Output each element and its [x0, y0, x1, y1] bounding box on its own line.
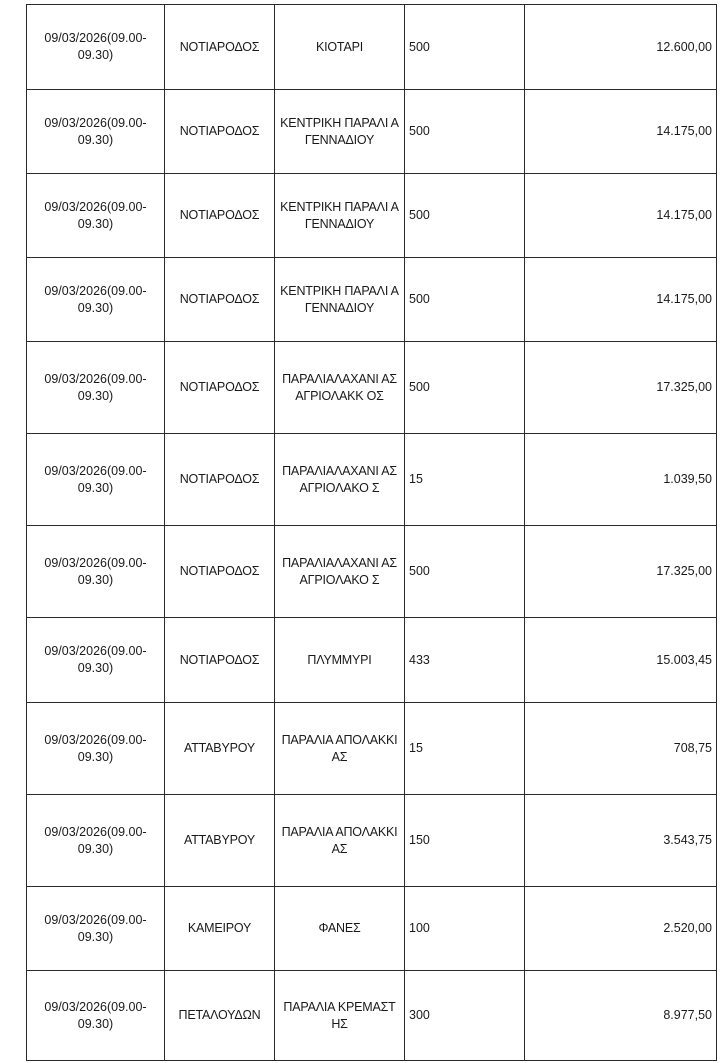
date-cell — [27, 5, 165, 90]
table-row — [27, 703, 717, 795]
quantity-cell: 500 — [405, 258, 525, 342]
location-text: ΠΑΡΑΛΙΑ ΑΠΟΛΑΚΚΙ ΑΣ — [281, 732, 398, 764]
area-cell: ΝΟΤΙΑΡΟΔΟΣ — [165, 434, 275, 526]
location-cell — [275, 434, 405, 526]
date-line-2: 09.30) — [77, 132, 114, 147]
location-cell — [275, 5, 405, 90]
table-row — [27, 174, 717, 258]
location-text: ΠΑΡΑΛΙΑ ΑΠΟΛΑΚΚΙ ΑΣ — [281, 824, 398, 856]
location-text: ΚΕΝΤΡΙΚΗ ΠΑΡΑΛΙ ΑΓΕΝΝΑΔΙΟΥ — [280, 199, 399, 231]
date-line-2: 09.30) — [77, 841, 114, 856]
table-row — [27, 618, 717, 703]
area-cell: ΚΑΜΕΙΡΟΥ — [165, 887, 275, 971]
date-line-2: 09.30) — [77, 661, 114, 675]
quantity-cell: 300 — [405, 971, 525, 1061]
location-cell — [275, 90, 405, 174]
table-row — [27, 5, 717, 90]
quantity-cell: 500 — [405, 174, 525, 258]
date-line-1: 09/03/2026(09.00- — [44, 31, 147, 45]
amount-cell: 1.039,50 — [525, 434, 717, 526]
amount-cell: 14.175,00 — [525, 90, 717, 174]
date-line-1: 09/03/2026(09.00- — [44, 115, 147, 130]
date-line-2: 09.30) — [77, 749, 114, 764]
date-line-2: 09.30) — [77, 572, 114, 587]
date-cell — [27, 258, 165, 342]
quantity-cell: 100 — [405, 887, 525, 971]
quantity-cell: 500 — [405, 5, 525, 90]
table-row — [27, 795, 717, 887]
date-cell — [27, 90, 165, 174]
date-cell — [27, 434, 165, 526]
date-line-1: 09/03/2026(09.00- — [44, 463, 147, 478]
amount-cell: 2.520,00 — [525, 887, 717, 971]
quantity-cell: 150 — [405, 795, 525, 887]
date-line-1: 09/03/2026(09.00- — [44, 644, 147, 658]
location-text: ΠΑΡΑΛΙΑ ΚΡΕΜΑΣΤ ΗΣ — [283, 999, 396, 1031]
date-line-2: 09.30) — [77, 388, 114, 403]
date-line-2: 09.30) — [77, 300, 114, 315]
date-line-2: 09.30) — [77, 929, 114, 944]
table-row — [27, 342, 717, 434]
location-cell — [275, 703, 405, 795]
date-line-2: 09.30) — [77, 216, 114, 231]
amount-cell: 8.977,50 — [525, 971, 717, 1061]
location-cell — [275, 174, 405, 258]
amount-cell: 17.325,00 — [525, 342, 717, 434]
date-cell — [27, 795, 165, 887]
date-cell — [27, 971, 165, 1061]
location-text: ΚΕΝΤΡΙΚΗ ΠΑΡΑΛΙ ΑΓΕΝΝΑΔΙΟΥ — [280, 283, 399, 315]
area-cell: ΝΟΤΙΑΡΟΔΟΣ — [165, 258, 275, 342]
quantity-cell: 500 — [405, 342, 525, 434]
table-row — [27, 526, 717, 618]
area-cell: ΝΟΤΙΑΡΟΔΟΣ — [165, 618, 275, 703]
location-text: ΠΑΡΑΛΙΑΛΑΧΑΝΙ ΑΣΑΓΡΙΟΛΑΚΟ Σ — [282, 555, 397, 587]
date-line-2: 09.30) — [77, 480, 114, 495]
location-text: ΠΛΥΜΜΥΡΙ — [307, 652, 372, 667]
area-cell: ΝΟΤΙΑΡΟΔΟΣ — [165, 90, 275, 174]
date-line-1: 09/03/2026(09.00- — [44, 912, 147, 927]
date-cell — [27, 703, 165, 795]
area-cell: ΠΕΤΑΛΟΥΔΩΝ — [165, 971, 275, 1061]
location-text: ΚΕΝΤΡΙΚΗ ΠΑΡΑΛΙ ΑΓΕΝΝΑΔΙΟΥ — [280, 115, 399, 147]
location-cell — [275, 887, 405, 971]
location-text: ΠΑΡΑΛΙΑΛΑΧΑΝΙ ΑΣΑΓΡΙΟΛΑΚΚ ΟΣ — [282, 371, 397, 403]
table-row — [27, 90, 717, 174]
location-cell — [275, 342, 405, 434]
quantity-cell: 15 — [405, 434, 525, 526]
date-line-1: 09/03/2026(09.00- — [44, 283, 147, 298]
date-cell — [27, 618, 165, 703]
amount-cell: 17.325,00 — [525, 526, 717, 618]
area-cell: ΑΤΤΑΒΥΡΟΥ — [165, 795, 275, 887]
table-row — [27, 434, 717, 526]
amount-cell: 14.175,00 — [525, 174, 717, 258]
location-cell — [275, 526, 405, 618]
quantity-cell: 500 — [405, 526, 525, 618]
area-cell: ΝΟΤΙΑΡΟΔΟΣ — [165, 5, 275, 90]
date-cell — [27, 174, 165, 258]
amount-cell: 3.543,75 — [525, 795, 717, 887]
location-cell — [275, 795, 405, 887]
data-table — [26, 4, 717, 1061]
date-cell — [27, 887, 165, 971]
table-row — [27, 258, 717, 342]
area-cell: ΝΟΤΙΑΡΟΔΟΣ — [165, 526, 275, 618]
area-cell: ΑΤΤΑΒΥΡΟΥ — [165, 703, 275, 795]
date-line-1: 09/03/2026(09.00- — [44, 371, 147, 386]
amount-cell: 15.003,45 — [525, 618, 717, 703]
amount-cell: 708,75 — [525, 703, 717, 795]
quantity-cell: 500 — [405, 90, 525, 174]
location-cell — [275, 258, 405, 342]
quantity-cell: 433 — [405, 618, 525, 703]
quantity-cell: 15 — [405, 703, 525, 795]
location-cell — [275, 618, 405, 703]
date-line-1: 09/03/2026(09.00- — [44, 732, 147, 747]
location-text: ΦΑΝΕΣ — [318, 921, 361, 935]
location-text: ΠΑΡΑΛΙΑΛΑΧΑΝΙ ΑΣΑΓΡΙΟΛΑΚΟ Σ — [282, 463, 397, 495]
date-line-1: 09/03/2026(09.00- — [44, 199, 147, 214]
table-body — [27, 5, 717, 1061]
area-cell: ΝΟΤΙΑΡΟΔΟΣ — [165, 174, 275, 258]
date-line-1: 09/03/2026(09.00- — [44, 555, 147, 570]
table-row — [27, 887, 717, 971]
amount-cell: 12.600,00 — [525, 5, 717, 90]
table-row — [27, 971, 717, 1061]
area-cell: ΝΟΤΙΑΡΟΔΟΣ — [165, 342, 275, 434]
location-text: ΚΙΟΤΑΡΙ — [316, 39, 363, 54]
amount-cell: 14.175,00 — [525, 258, 717, 342]
date-line-1: 09/03/2026(09.00- — [44, 824, 147, 839]
date-cell — [27, 526, 165, 618]
date-cell — [27, 342, 165, 434]
date-line-2: 09.30) — [77, 48, 114, 62]
location-cell — [275, 971, 405, 1061]
date-line-1: 09/03/2026(09.00- — [44, 999, 147, 1014]
date-line-2: 09.30) — [77, 1016, 114, 1031]
